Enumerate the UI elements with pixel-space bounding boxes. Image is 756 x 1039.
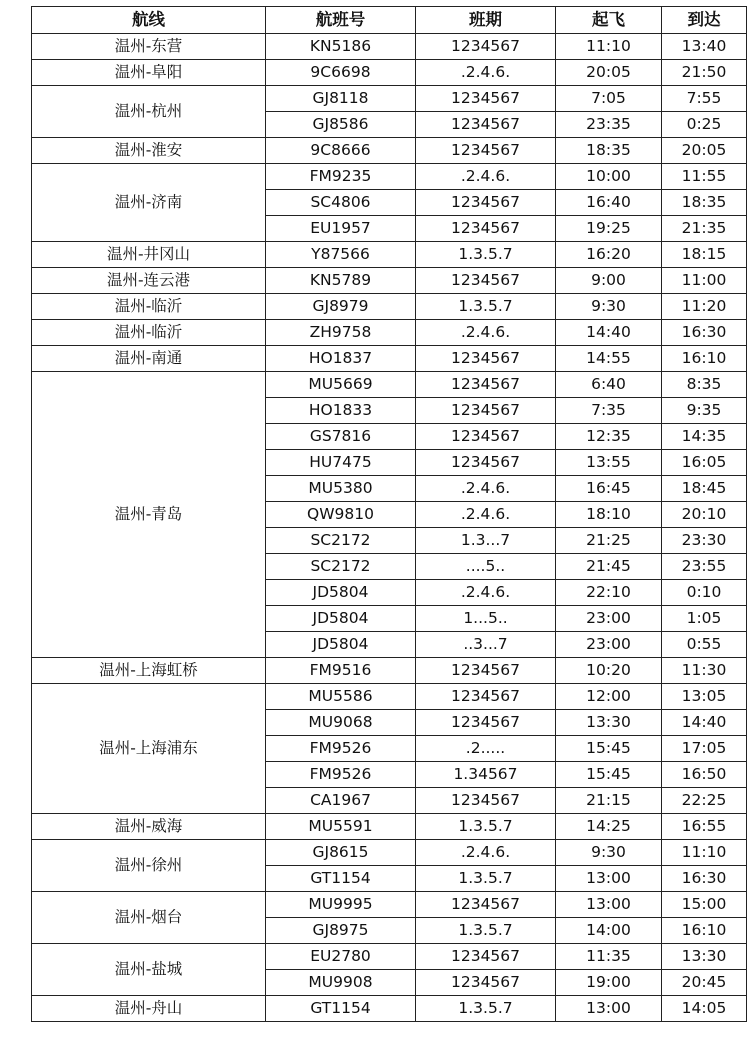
route-cell: 温州-临沂 — [32, 294, 266, 320]
schedule-cell: .2.4.6. — [416, 60, 556, 86]
route-cell: 温州-井冈山 — [32, 242, 266, 268]
departure-time-cell: 16:20 — [556, 242, 662, 268]
departure-time-cell: 23:00 — [556, 606, 662, 632]
arrival-time-cell: 23:30 — [662, 528, 747, 554]
flight-number-cell: 9C6698 — [266, 60, 416, 86]
departure-time-cell: 14:40 — [556, 320, 662, 346]
flight-number-cell: JD5804 — [266, 580, 416, 606]
departure-time-cell: 13:30 — [556, 710, 662, 736]
arrival-time-cell: 20:10 — [662, 502, 747, 528]
departure-time-cell: 10:20 — [556, 658, 662, 684]
departure-time-cell: 21:15 — [556, 788, 662, 814]
arrival-time-cell: 21:50 — [662, 60, 747, 86]
table-row — [32, 86, 747, 112]
departure-time-cell: 16:45 — [556, 476, 662, 502]
route-cell: 温州-舟山 — [32, 996, 266, 1022]
table-row — [32, 268, 747, 294]
departure-time-cell: 9:30 — [556, 840, 662, 866]
departure-time-cell: 22:10 — [556, 580, 662, 606]
schedule-cell: 1234567 — [416, 970, 556, 996]
arrival-time-cell: 0:25 — [662, 112, 747, 138]
table-row — [32, 372, 747, 398]
departure-time-cell: 10:00 — [556, 164, 662, 190]
arrival-time-cell: 0:55 — [662, 632, 747, 658]
route-cell: 温州-东营 — [32, 34, 266, 60]
departure-time-cell: 19:25 — [556, 216, 662, 242]
departure-time-cell: 11:35 — [556, 944, 662, 970]
arrival-time-cell: 8:35 — [662, 372, 747, 398]
flight-number-cell: GJ8118 — [266, 86, 416, 112]
route-cell: 温州-连云港 — [32, 268, 266, 294]
table-body — [32, 34, 747, 1022]
arrival-time-cell: 11:20 — [662, 294, 747, 320]
flight-number-cell: MU9068 — [266, 710, 416, 736]
schedule-cell: 1234567 — [416, 190, 556, 216]
route-cell: 温州-上海浦东 — [32, 684, 266, 814]
table-row — [32, 164, 747, 190]
arrival-time-cell: 14:05 — [662, 996, 747, 1022]
flight-number-cell: JD5804 — [266, 632, 416, 658]
departure-time-cell: 14:00 — [556, 918, 662, 944]
schedule-cell: 1.3...7 — [416, 528, 556, 554]
departure-time-cell: 13:00 — [556, 866, 662, 892]
route-cell: 温州-青岛 — [32, 372, 266, 658]
flight-number-cell: HU7475 — [266, 450, 416, 476]
departure-time-cell: 21:25 — [556, 528, 662, 554]
flight-number-cell: JD5804 — [266, 606, 416, 632]
departure-time-cell: 14:25 — [556, 814, 662, 840]
route-cell: 温州-济南 — [32, 164, 266, 242]
schedule-cell: 1234567 — [416, 112, 556, 138]
table-row — [32, 320, 747, 346]
arrival-time-cell: 18:35 — [662, 190, 747, 216]
departure-time-cell: 9:30 — [556, 294, 662, 320]
departure-time-cell: 11:10 — [556, 34, 662, 60]
schedule-cell: 1.34567 — [416, 762, 556, 788]
schedule-cell: 1234567 — [416, 684, 556, 710]
table-row — [32, 996, 747, 1022]
schedule-cell: 1234567 — [416, 86, 556, 112]
schedule-cell: 1234567 — [416, 944, 556, 970]
flight-number-cell: EU1957 — [266, 216, 416, 242]
schedule-cell: .2.4.6. — [416, 320, 556, 346]
arrival-time-cell: 16:05 — [662, 450, 747, 476]
flight-number-cell: FM9516 — [266, 658, 416, 684]
arrival-time-cell: 18:45 — [662, 476, 747, 502]
arrival-time-cell: 11:30 — [662, 658, 747, 684]
table-row — [32, 34, 747, 60]
flight-number-cell: FM9526 — [266, 762, 416, 788]
arrival-time-cell: 13:30 — [662, 944, 747, 970]
arrival-time-cell: 18:15 — [662, 242, 747, 268]
flight-number-cell: Y87566 — [266, 242, 416, 268]
route-cell: 温州-威海 — [32, 814, 266, 840]
table-row — [32, 840, 747, 866]
route-cell: 温州-临沂 — [32, 320, 266, 346]
departure-time-cell: 6:40 — [556, 372, 662, 398]
flight-number-cell: MU5380 — [266, 476, 416, 502]
departure-time-cell: 15:45 — [556, 762, 662, 788]
table-row — [32, 658, 747, 684]
departure-time-cell: 15:45 — [556, 736, 662, 762]
arrival-time-cell: 21:35 — [662, 216, 747, 242]
departure-time-cell: 14:55 — [556, 346, 662, 372]
departure-time-cell: 13:55 — [556, 450, 662, 476]
table-row — [32, 294, 747, 320]
schedule-cell: 1...5.. — [416, 606, 556, 632]
departure-time-cell: 9:00 — [556, 268, 662, 294]
table-row — [32, 346, 747, 372]
schedule-cell: 1234567 — [416, 34, 556, 60]
header-route: 航线 — [32, 7, 266, 34]
departure-time-cell: 23:35 — [556, 112, 662, 138]
header-schedule: 班期 — [416, 7, 556, 34]
arrival-time-cell: 16:50 — [662, 762, 747, 788]
arrival-time-cell: 9:35 — [662, 398, 747, 424]
flight-number-cell: MU5586 — [266, 684, 416, 710]
arrival-time-cell: 7:55 — [662, 86, 747, 112]
departure-time-cell: 13:00 — [556, 996, 662, 1022]
route-cell: 温州-阜阳 — [32, 60, 266, 86]
flight-number-cell: FM9526 — [266, 736, 416, 762]
arrival-time-cell: 16:30 — [662, 320, 747, 346]
table-row — [32, 892, 747, 918]
flight-number-cell: EU2780 — [266, 944, 416, 970]
table-row — [32, 944, 747, 970]
departure-time-cell: 19:00 — [556, 970, 662, 996]
flight-number-cell: QW9810 — [266, 502, 416, 528]
header-departure: 起飞 — [556, 7, 662, 34]
table-row — [32, 814, 747, 840]
table-row — [32, 242, 747, 268]
flight-number-cell: MU5591 — [266, 814, 416, 840]
schedule-cell: 1234567 — [416, 710, 556, 736]
arrival-time-cell: 17:05 — [662, 736, 747, 762]
arrival-time-cell: 11:00 — [662, 268, 747, 294]
departure-time-cell: 7:05 — [556, 86, 662, 112]
route-cell: 温州-淮安 — [32, 138, 266, 164]
schedule-cell: 1.3.5.7 — [416, 866, 556, 892]
schedule-cell: 1234567 — [416, 450, 556, 476]
flight-number-cell: GJ8975 — [266, 918, 416, 944]
arrival-time-cell: 13:40 — [662, 34, 747, 60]
schedule-cell: 1234567 — [416, 346, 556, 372]
flight-number-cell: GS7816 — [266, 424, 416, 450]
departure-time-cell: 20:05 — [556, 60, 662, 86]
departure-time-cell: 13:00 — [556, 892, 662, 918]
departure-time-cell: 18:35 — [556, 138, 662, 164]
arrival-time-cell: 14:35 — [662, 424, 747, 450]
schedule-cell: 1234567 — [416, 216, 556, 242]
schedule-cell: 1234567 — [416, 398, 556, 424]
departure-time-cell: 7:35 — [556, 398, 662, 424]
route-cell: 温州-杭州 — [32, 86, 266, 138]
departure-time-cell: 12:00 — [556, 684, 662, 710]
schedule-cell: 1.3.5.7 — [416, 996, 556, 1022]
flight-schedule-table — [31, 6, 747, 1022]
flight-number-cell: MU9908 — [266, 970, 416, 996]
arrival-time-cell: 16:30 — [662, 866, 747, 892]
departure-time-cell: 21:45 — [556, 554, 662, 580]
flight-number-cell: SC4806 — [266, 190, 416, 216]
schedule-cell: 1234567 — [416, 424, 556, 450]
schedule-cell: 1234567 — [416, 372, 556, 398]
departure-time-cell: 18:10 — [556, 502, 662, 528]
schedule-cell: 1234567 — [416, 788, 556, 814]
flight-number-cell: GJ8586 — [266, 112, 416, 138]
table-row — [32, 138, 747, 164]
departure-time-cell: 16:40 — [556, 190, 662, 216]
flight-number-cell: KN5789 — [266, 268, 416, 294]
schedule-cell: ....5.. — [416, 554, 556, 580]
departure-time-cell: 23:00 — [556, 632, 662, 658]
arrival-time-cell: 13:05 — [662, 684, 747, 710]
schedule-cell: 1.3.5.7 — [416, 918, 556, 944]
schedule-cell: 1234567 — [416, 658, 556, 684]
schedule-cell: .2..... — [416, 736, 556, 762]
flight-number-cell: FM9235 — [266, 164, 416, 190]
flight-number-cell: ZH9758 — [266, 320, 416, 346]
header-arrival: 到达 — [662, 7, 747, 34]
flight-number-cell: 9C8666 — [266, 138, 416, 164]
arrival-time-cell: 11:10 — [662, 840, 747, 866]
flight-number-cell: HO1837 — [266, 346, 416, 372]
arrival-time-cell: 15:00 — [662, 892, 747, 918]
arrival-time-cell: 23:55 — [662, 554, 747, 580]
schedule-cell: .2.4.6. — [416, 840, 556, 866]
table-row — [32, 684, 747, 710]
flight-number-cell: GT1154 — [266, 866, 416, 892]
flight-number-cell: MU9995 — [266, 892, 416, 918]
route-cell: 温州-上海虹桥 — [32, 658, 266, 684]
flight-number-cell: HO1833 — [266, 398, 416, 424]
schedule-cell: .2.4.6. — [416, 580, 556, 606]
arrival-time-cell: 16:55 — [662, 814, 747, 840]
schedule-cell: .2.4.6. — [416, 476, 556, 502]
table-row — [32, 60, 747, 86]
flight-number-cell: GJ8615 — [266, 840, 416, 866]
arrival-time-cell: 22:25 — [662, 788, 747, 814]
arrival-time-cell: 1:05 — [662, 606, 747, 632]
flight-number-cell: SC2172 — [266, 528, 416, 554]
arrival-time-cell: 14:40 — [662, 710, 747, 736]
arrival-time-cell: 0:10 — [662, 580, 747, 606]
flight-number-cell: GJ8979 — [266, 294, 416, 320]
arrival-time-cell: 16:10 — [662, 346, 747, 372]
arrival-time-cell: 20:05 — [662, 138, 747, 164]
schedule-cell: .2.4.6. — [416, 502, 556, 528]
schedule-cell: 1.3.5.7 — [416, 814, 556, 840]
header-row — [32, 7, 747, 34]
schedule-cell: 1.3.5.7 — [416, 294, 556, 320]
arrival-time-cell: 11:55 — [662, 164, 747, 190]
arrival-time-cell: 20:45 — [662, 970, 747, 996]
route-cell: 温州-盐城 — [32, 944, 266, 996]
schedule-cell: 1234567 — [416, 892, 556, 918]
schedule-cell: 1.3.5.7 — [416, 242, 556, 268]
flight-number-cell: GT1154 — [266, 996, 416, 1022]
schedule-cell: 1234567 — [416, 138, 556, 164]
flight-number-cell: MU5669 — [266, 372, 416, 398]
header-flight-number: 航班号 — [266, 7, 416, 34]
departure-time-cell: 12:35 — [556, 424, 662, 450]
route-cell: 温州-南通 — [32, 346, 266, 372]
route-cell: 温州-烟台 — [32, 892, 266, 944]
flight-number-cell: KN5186 — [266, 34, 416, 60]
flight-number-cell: CA1967 — [266, 788, 416, 814]
arrival-time-cell: 16:10 — [662, 918, 747, 944]
flight-number-cell: SC2172 — [266, 554, 416, 580]
schedule-cell: ..3...7 — [416, 632, 556, 658]
schedule-cell: 1234567 — [416, 268, 556, 294]
route-cell: 温州-徐州 — [32, 840, 266, 892]
schedule-cell: .2.4.6. — [416, 164, 556, 190]
